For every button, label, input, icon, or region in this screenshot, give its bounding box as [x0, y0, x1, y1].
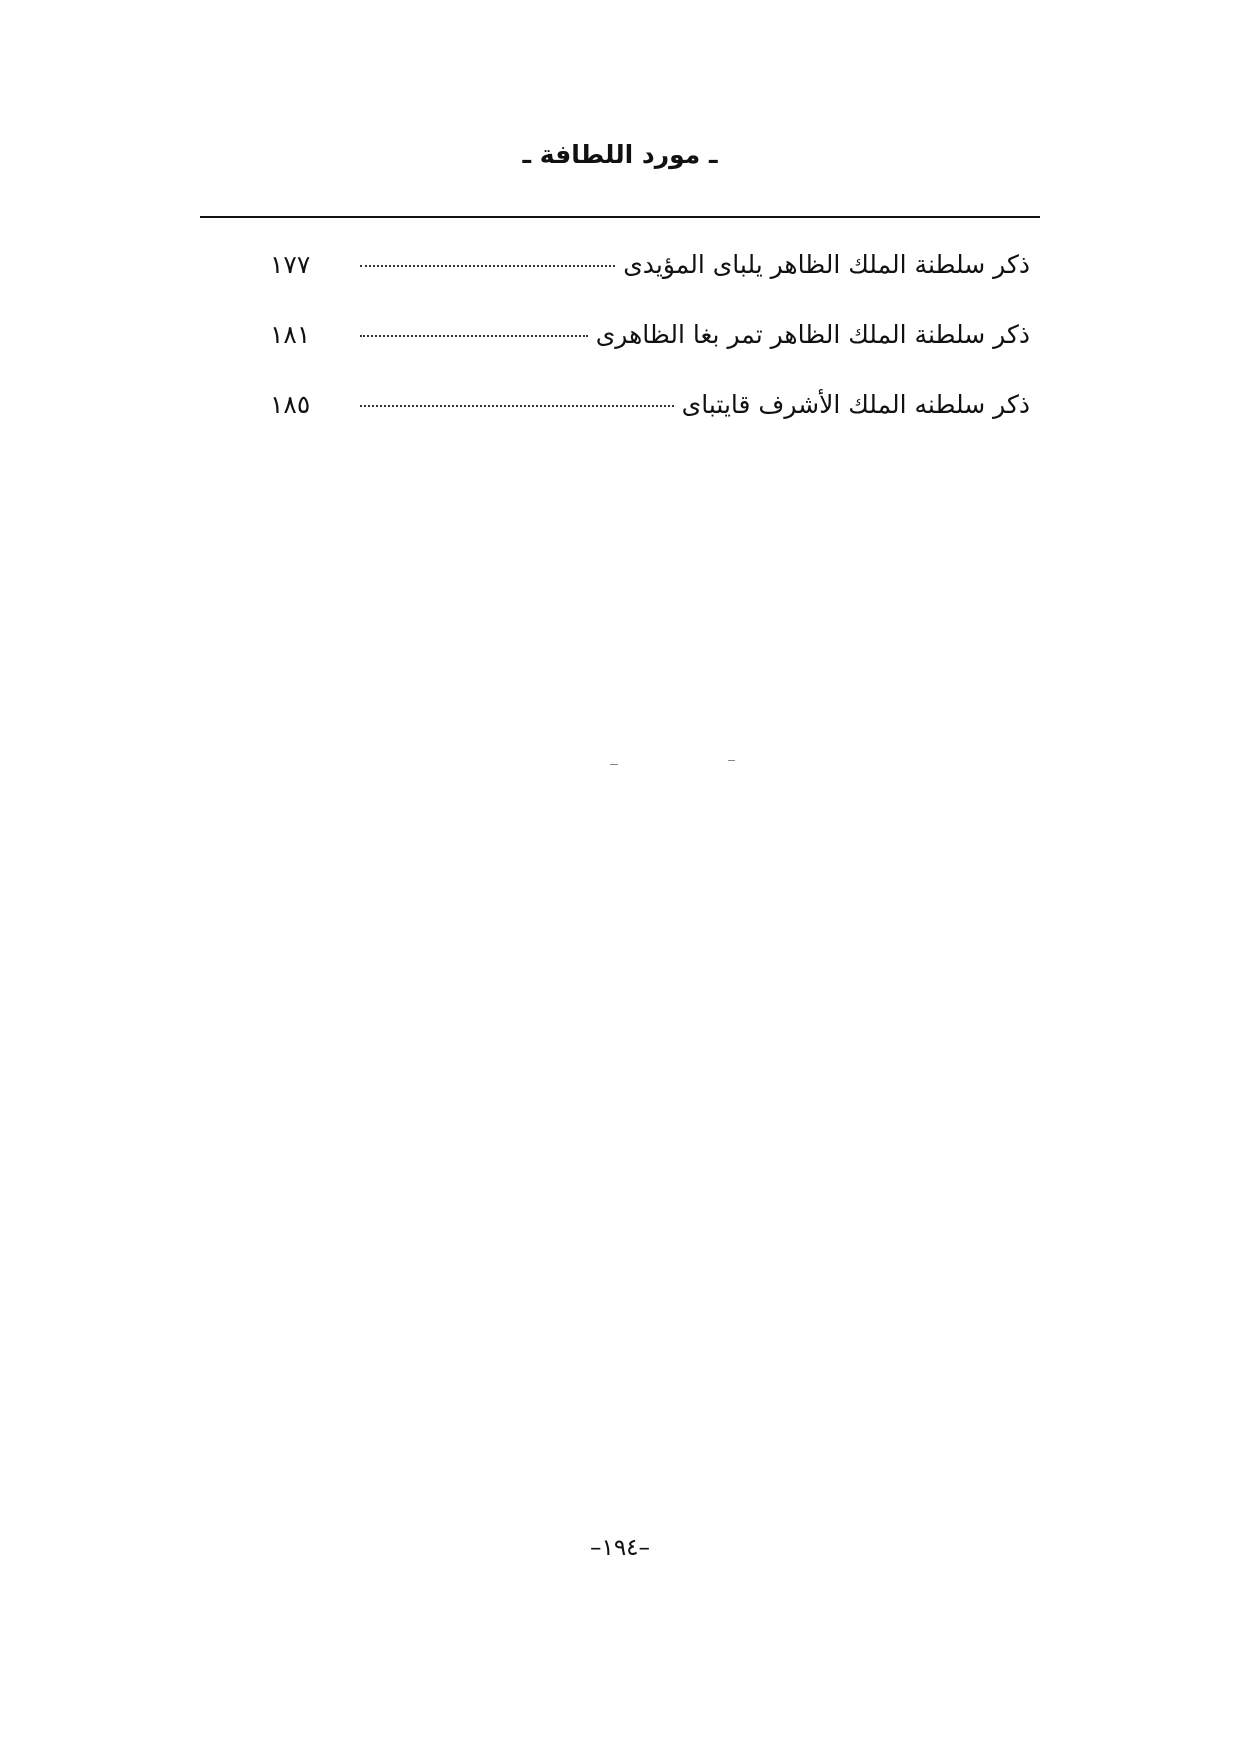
- scan-speck: [610, 764, 618, 765]
- running-header: ـ مورد اللطافة ـ: [522, 140, 718, 169]
- scan-speck: [728, 760, 735, 761]
- toc-entry: [270, 250, 1030, 320]
- dot-leader: [360, 335, 588, 337]
- header-rule: [200, 216, 1040, 218]
- toc-entry-title: ذكر سلطنة الملك الظاهر يلباى المؤيدى: [623, 250, 1030, 279]
- toc-entry: [270, 390, 1030, 460]
- toc-entry-page: ١٧٧: [270, 250, 311, 279]
- toc-entry-page: ١٨٥: [270, 390, 311, 419]
- table-of-contents: [270, 250, 1030, 460]
- dot-leader: [360, 405, 674, 407]
- toc-entry-title: ذكر سلطنة الملك الظاهر تمر بغا الظاهرى: [595, 320, 1030, 349]
- page-number: –١٩٤–: [589, 1535, 651, 1561]
- dot-leader: [360, 265, 615, 267]
- toc-entry-title: ذكر سلطنه الملك الأشرف قايتباى: [681, 390, 1030, 419]
- toc-entry-page: ١٨١: [270, 320, 311, 349]
- toc-entry: [270, 320, 1030, 390]
